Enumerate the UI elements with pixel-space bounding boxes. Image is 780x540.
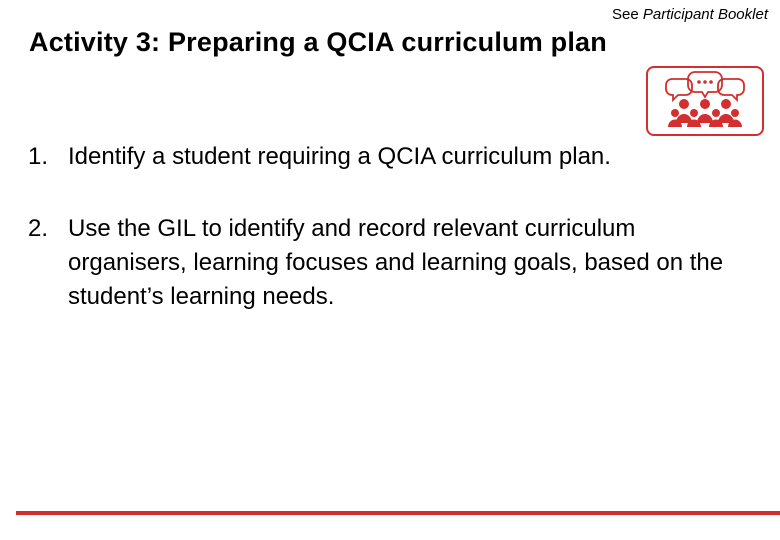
step-text: Use the GIL to identify and record relevant curriculum organisers, learning focuses and learning goals, based on the student’s learning needs. bbox=[68, 215, 724, 310]
footer-divider bbox=[16, 511, 780, 515]
activity-steps-list bbox=[28, 140, 748, 314]
step-text: Identify a student requiring a QCIA curriculum plan. bbox=[68, 143, 611, 170]
booklet-reference bbox=[612, 6, 768, 24]
group-discussion-icon bbox=[646, 66, 764, 136]
list-item bbox=[28, 212, 748, 314]
page-title: Activity 3: Preparing a QCIA curriculum plan bbox=[29, 27, 607, 57]
booklet-reference-prefix: See bbox=[612, 6, 639, 23]
list-item bbox=[28, 140, 748, 174]
booklet-reference-name: Participant Booklet bbox=[642, 6, 768, 23]
step-number: 2. bbox=[28, 215, 49, 242]
step-number: 1. bbox=[28, 143, 49, 170]
